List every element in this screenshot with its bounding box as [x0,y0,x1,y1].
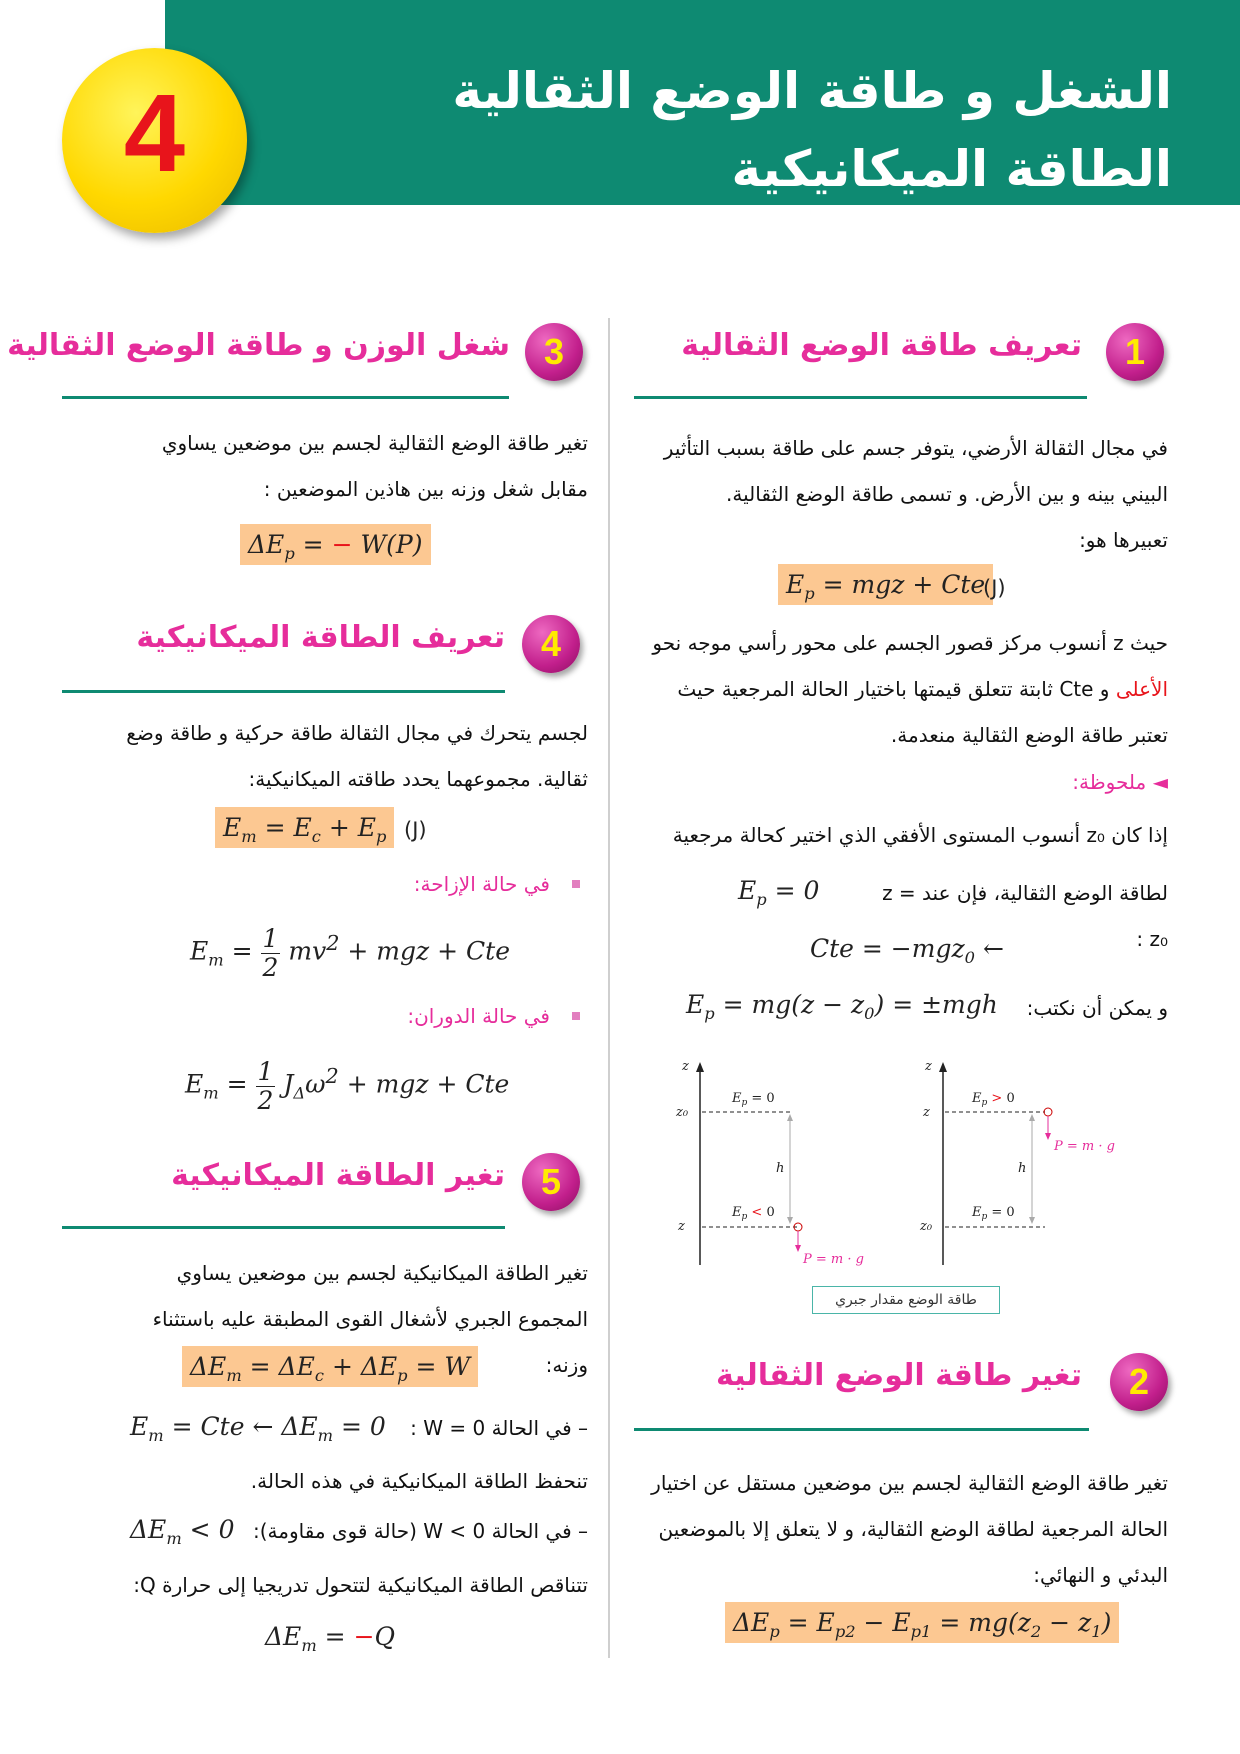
section-4-underline [62,690,505,693]
s4-case-rotation: في حالة الدوران: [407,1004,550,1028]
s5-paragraph-1: تغير الطاقة الميكانيكية لجسم بين موضعين يساوي المجموع الجبري لأشغال القوى المطبقة عليه باستثناء وزنه: [152,1261,588,1377]
s1-paragraph-1: في مجال الثقالة الأرضي، يتوفر جسم على طاقة بسبب التأثير البيني بينه و بين الأرض. و تسمى طاقة الوضع الثقالية. [663,436,1168,506]
s1-formula-ep: $E_p$ = mgz + Cte [778,570,993,603]
fig-right-z0-label: z₀ [920,1219,933,1234]
section-3-title: شغل الوزن و طاقة الوضع الثقالية [7,328,510,363]
section-2-number-badge: 2 [1110,1353,1168,1411]
potential-energy-figure [640,1050,1140,1280]
s4-paragraph-1: لجسم يتحرك في مجال الثقالة طاقة حركية و طاقة وضع ثقالية. مجموعهما يحدد طاقته الميكانيكية: [126,721,588,791]
section-3-underline [62,396,509,399]
s1-paragraph-write: و يمكن أن نكتب: [1026,996,1168,1020]
s5-case-1-text: تنحفظ الطاقة الميكانيكية في هذه الحالة. [250,1469,588,1493]
fig-right-ep-top: $E_p > 0$ [972,1091,1015,1108]
section-5-number-badge: 5 [522,1153,580,1211]
s4-formula-rotation: $E_m = 1$ 2 $J_\Delta\omega^2$ + mgz + Cte [185,1057,510,1115]
s1-note-label: ◄ ملحوظة: [1072,770,1168,794]
s1-expression-label: تعبيرها هو: [1079,528,1168,552]
column-divider [608,318,610,1658]
section-3-heading [7,318,600,388]
section-1-title: تعريف طاقة الوضع الثقالية [681,328,1082,363]
section-2-heading [630,1348,1170,1418]
s1-formula-ep-zero: $E_p = 0$ [738,876,820,909]
fig-left-h: h [776,1161,785,1176]
fig-left-z-label: z [678,1219,685,1234]
s1-paragraph-ref: لطاقة الوضع الثقالية، فإن عند z = z₀ : [882,881,1168,951]
section-4-heading [60,610,600,680]
section-2-title: تغير طاقة الوضع الثقالية [716,1358,1082,1393]
s1-formula-unit: (J) [983,576,1006,600]
section-5-underline [62,1226,505,1229]
chapter-header-band [165,0,1240,205]
s4-formula-translation: $E_m = 1$ 2 $mv^2$ + mgz + Cte [190,924,511,982]
fig-right-ep-bottom: $E_p = 0$ [972,1205,1015,1222]
s1-formula-ep-mgh: $E_p = mg(z - z_0) = \pm mgh$ [686,990,998,1023]
chapter-number: 4 [123,72,186,195]
fig-right-h: h [1018,1161,1027,1176]
fig-left-ep-top: $E_p = 0$ [732,1091,775,1108]
s1-formula-cte: Cte = −mgz$_0$ ← [810,934,1004,967]
s2-formula-delta-ep: $\Delta E_p = E_{p2} - E_{p1} = mg(z_2 - z_1)$ [725,1608,1119,1641]
fig-left-z-axis-label: z [682,1059,689,1074]
s5-case-2: – في الحالة W < 0 (حالة قوى مقاومة): [252,1519,588,1543]
s3-formula: $\Delta E_p$ = − W(P) [240,530,431,563]
s4-bullet-2 [572,1012,580,1020]
s1-paragraph-2 [636,620,1168,758]
s1-paragraph-note: إذا كان z₀ أنسوب المستوى الأفقي الذي اختير كحالة مرجعية [672,823,1168,847]
s4-case-translation: في حالة الإزاحة: [413,872,550,896]
s1-p3-highlight: الأعلى [1115,677,1168,701]
chapter-title-line2: الطاقة الميكانيكية [731,140,1172,198]
section-3-number-badge: 3 [525,323,583,381]
section-5-title: تغير الطاقة الميكانيكية [171,1158,505,1193]
section-1-number-badge: 1 [1106,323,1164,381]
section-4-number-badge: 4 [522,615,580,673]
s5-formula-case1: $E_m$ = Cte ← $\Delta E_m = 0$ [130,1412,386,1445]
fig-right-z-label: z [923,1105,930,1120]
s4-formula-em: $E_m = E_c + E_p$ [215,813,394,846]
s1-p3b: و Cte ثابتة تتعلق قيمتها باختيار الحالة المرجعية حيث تعتبر طاقة الوضع الثقالية منعدمة. [677,677,1168,747]
section-1-underline [634,396,1087,399]
fig-left-ep-bottom: $E_p < 0$ [732,1205,775,1222]
s4-unit: (J) [404,818,427,842]
figure-caption: طاقة الوضع مقدار جبري [812,1286,1000,1314]
s1-p3: حيث z أنسوب مركز قصور الجسم على محور رأسي موجه نحو [652,631,1168,655]
fig-right-force: P = m · g [1054,1139,1115,1154]
s5-case-1: – في الحالة W = 0 : [410,1416,588,1440]
s4-bullet-1 [572,880,580,888]
s3-paragraph-1: تغير طاقة الوضع الثقالية لجسم بين موضعين يساوي مقابل شغل وزنه بين هاذين الموضعين : [161,431,588,501]
fig-left-force: P = m · g [803,1252,864,1267]
fig-right-z-axis-label: z [925,1059,932,1074]
chapter-badge [62,48,247,233]
section-1-heading [630,318,1170,388]
section-4-title: تعريف الطاقة الميكانيكية [136,620,505,655]
section-5-heading [60,1148,600,1218]
chapter-title-line1: الشغل و طاقة الوضع الثقالية [452,62,1172,120]
s5-formula-heat: $\Delta E_m = -Q$ [265,1622,396,1655]
s2-paragraph-1: تغير طاقة الوضع الثقالية لجسم بين موضعين مستقل عن اختيار الحالة المرجعية لطاقة الوضع الثقالية، و لا يتعلق إلا بالموضعين البدئي و النهائي: [651,1471,1168,1587]
s5-formula-delta-em: $\Delta E_m = \Delta E_c + \Delta E_p = W$ [182,1352,478,1385]
fig-left-z0-label: z₀ [676,1105,689,1120]
section-2-underline [634,1428,1089,1431]
s5-formula-case2: $\Delta E_m < 0$ [130,1515,235,1548]
s5-case-2-text: تتناقص الطاقة الميكانيكية لتتحول تدريجيا إلى حرارة Q: [133,1573,588,1597]
